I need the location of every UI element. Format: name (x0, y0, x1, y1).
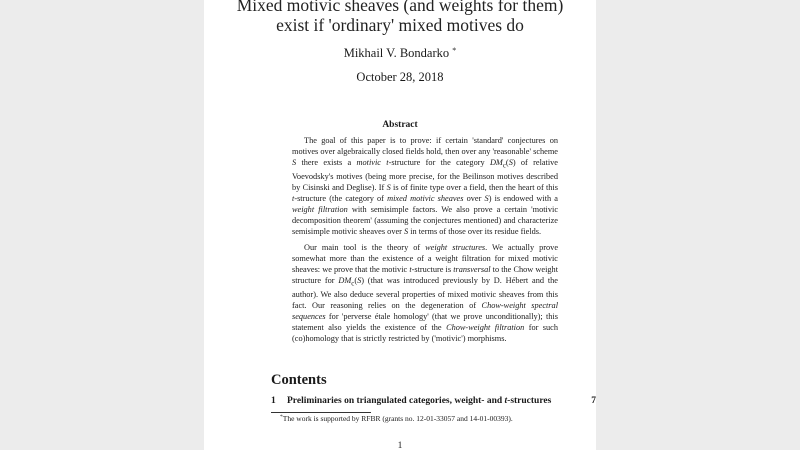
abstract (292, 136, 558, 350)
paper-page (204, 0, 596, 450)
author-name: Mikhail V. Bondarko (343, 46, 450, 60)
date: October 28, 2018 (356, 70, 444, 84)
toc-entry-title: Preliminaries on triangulated categories, weight- and t-structures (287, 396, 552, 406)
paper-title (204, 0, 596, 35)
footnote-text: The work is supported by RFBR (grants no. 12-01-33057 and 14-01-00393). (282, 414, 513, 423)
abstract-paragraph-1: The goal of this paper is to prove: if certain 'standard' conjectures on motives over algebraically closed fields hold, then over any 'reasonable' scheme S there exists a motivic t-structure for the category $DM_c(S)$ of relative Voevodsky's motives (being more precise, for the Beilinson motives described by Cisinski and Deglise). If S is of finite type over a field, then the heart of this t-structure (the category of mixed motivic sheaves over S) is endowed with a weight filtration with semisimple factors. We also prove a certain 'motivic decomposition theorem' (assuming the conjectures mentioned) and characterize semisimple motivic sheaves over S in terms of those over its residue fields. (292, 136, 558, 236)
footnote (280, 414, 513, 423)
toc-entry-page: 7 (591, 396, 596, 406)
footnote-rule (271, 412, 371, 413)
footnote-mark: * (280, 414, 283, 420)
abstract-heading: Abstract (382, 120, 418, 130)
author (204, 46, 596, 61)
title-line-2: exist if 'ordinary' mixed motives do (276, 15, 524, 35)
abstract-paragraph-2: Our main tool is the theory of weight structures. We actually prove somewhat more than the existence of a weight filtration for mixed motivic sheaves: we prove that the motivic t-structure is transversal to the Chow weight structure for $DM_c(S)$ (that was introduced previously by D. Hébert and the author). We also deduce several properties of mixed motivic sheaves from this fact. Our reasoning relies on the degeneration of Chow-weight spectral sequences for 'perverse étale homology' (that we prove unconditionally); this statement also yields the existence of the Chow-weight filtration for such (co)homology that is strictly restricted by ('motivic') morphisms. (292, 242, 559, 343)
page-number: 1 (397, 441, 403, 450)
toc-entry-number: 1 (271, 396, 276, 406)
contents-heading: Contents (271, 372, 327, 388)
author-footnote-mark: * (452, 46, 457, 55)
title-line-1: Mixed motivic sheaves (and weights for them) (236, 0, 564, 15)
toc-entry[interactable] (271, 396, 596, 406)
